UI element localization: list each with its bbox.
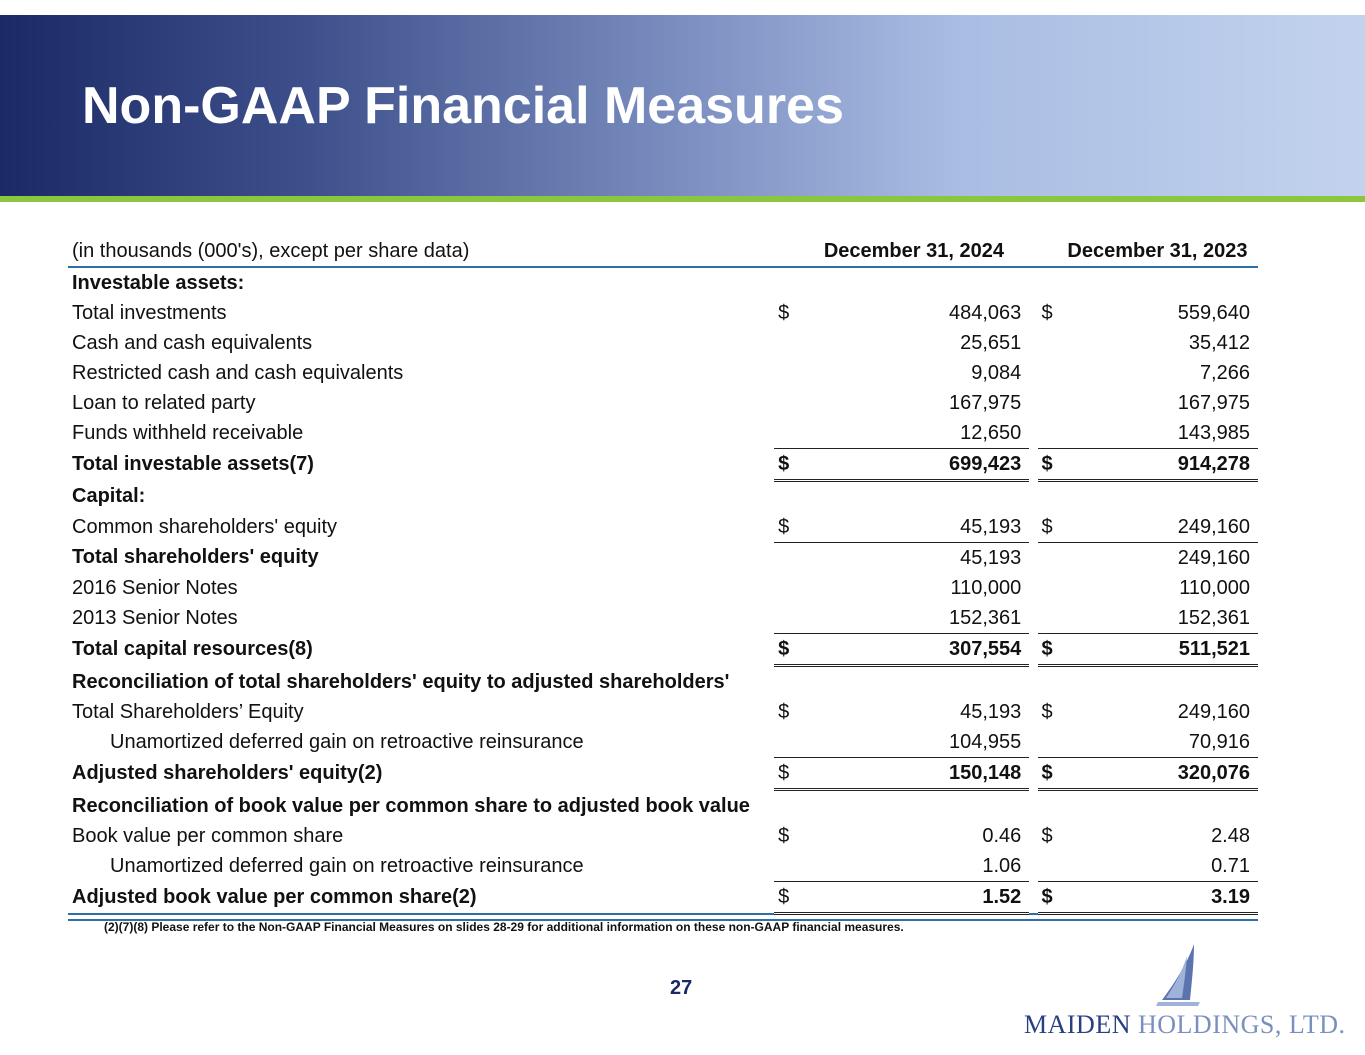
row-label: Total shareholders' equity <box>72 546 319 569</box>
slide-title: Non-GAAP Financial Measures <box>82 77 844 135</box>
table-row <box>68 481 1258 513</box>
green-divider <box>0 196 1365 202</box>
value-2023: 0.71 <box>1065 851 1258 882</box>
logo-name-main: MAIDEN <box>1024 1010 1131 1039</box>
value-2024: 25,651 <box>960 331 1022 354</box>
table-row <box>68 328 1258 358</box>
value-2024: 45,193 <box>960 700 1022 723</box>
company-logo-text <box>1024 1010 1346 1040</box>
value-2024: 45,193 <box>960 546 1022 569</box>
table-row <box>68 727 1258 758</box>
financial-table-container <box>68 236 1258 921</box>
table-row <box>68 267 1258 298</box>
value-2024: 484,063 <box>948 301 1022 324</box>
row-label: Investable assets: <box>72 271 245 294</box>
row-label: Capital: <box>72 484 146 507</box>
value-2023: 143,985 <box>1177 421 1250 444</box>
value-2023: 249,160 <box>1177 700 1250 723</box>
row-label: 2013 Senior Notes <box>72 606 238 629</box>
dollar-sign: $ <box>1041 700 1053 723</box>
value-2023: 320,076 <box>1065 758 1258 790</box>
dollar-sign: $ <box>778 824 790 847</box>
row-label: Reconciliation of book value per common share to adjusted book value <box>72 794 750 817</box>
dollar-sign: $ <box>1041 824 1053 847</box>
value-2024: 152,361 <box>807 603 1030 634</box>
row-label: Book value per common share <box>72 824 344 847</box>
header-col-2023: December 31, 2023 <box>1065 236 1258 267</box>
dollar-sign: $ <box>1038 634 1065 666</box>
value-2024: 12,650 <box>960 421 1022 444</box>
table-row-total <box>68 758 1258 790</box>
value-2023: 152,361 <box>1065 603 1258 634</box>
value-2024: 1.52 <box>807 882 1030 914</box>
table-row <box>68 358 1258 388</box>
value-2023: 914,278 <box>1065 449 1258 481</box>
row-label: Loan to related party <box>72 391 256 414</box>
table-row <box>68 851 1258 882</box>
table-row <box>68 697 1258 727</box>
dollar-sign: $ <box>774 882 806 914</box>
value-2024: 110,000 <box>950 576 1022 599</box>
row-label: Adjusted shareholders' equity(2) <box>72 762 383 784</box>
dollar-sign: $ <box>774 512 806 543</box>
row-label: Reconciliation of total shareholders' equity to adjusted shareholders' <box>72 670 730 693</box>
dollar-sign: $ <box>778 301 790 324</box>
value-2024: 1.06 <box>807 851 1030 882</box>
table-row <box>68 418 1258 449</box>
row-label: Common shareholders' equity <box>72 515 338 538</box>
row-label: Total Shareholders’ Equity <box>72 700 304 723</box>
value-2024: 0.46 <box>982 824 1022 847</box>
value-2024: 167,975 <box>948 391 1022 414</box>
dollar-sign: $ <box>774 758 806 790</box>
footnote: (2)(7)(8) Please refer to the Non-GAAP Financial Measures on slides 28-29 for additional information on these non-GAAP financial measures. <box>104 920 904 934</box>
row-label: 2016 Senior Notes <box>72 576 238 599</box>
value-2023: 249,160 <box>1177 546 1250 569</box>
value-2024: 45,193 <box>807 512 1030 543</box>
table-row <box>68 821 1258 851</box>
value-2024: 150,148 <box>807 758 1030 790</box>
dollar-sign: $ <box>1038 449 1065 481</box>
row-label: Adjusted book value per common share(2) <box>68 882 774 914</box>
value-2023: 7,266 <box>1199 361 1250 384</box>
row-label: Cash and cash equivalents <box>72 331 313 354</box>
row-label: Total capital resources(8) <box>72 638 313 660</box>
financial-table <box>68 236 1258 915</box>
page-number: 27 <box>670 977 693 999</box>
table-row <box>68 298 1258 328</box>
row-label: Restricted cash and cash equivalents <box>72 361 404 384</box>
logo-name-rest: HOLDINGS, LTD. <box>1138 1010 1346 1039</box>
table-header-row <box>68 236 1258 267</box>
row-label: Funds withheld receivable <box>72 421 304 444</box>
value-2023: 559,640 <box>1177 301 1250 324</box>
table-row <box>68 666 1258 698</box>
value-2023: 167,975 <box>1177 391 1250 414</box>
dollar-sign: $ <box>1038 758 1065 790</box>
row-label: Total investments <box>72 301 227 324</box>
value-2023: 511,521 <box>1065 634 1258 666</box>
table-row-total <box>68 449 1258 481</box>
value-2024: 699,423 <box>807 449 1030 481</box>
header-label: (in thousands (000's), except per share data) <box>68 236 774 267</box>
row-label: Total investable assets(7) <box>72 453 314 475</box>
dollar-sign: $ <box>1041 301 1053 324</box>
value-2024: 307,554 <box>807 634 1030 666</box>
table-row <box>68 603 1258 634</box>
table-row <box>68 790 1258 822</box>
dollar-sign: $ <box>774 449 806 481</box>
value-2023: 35,412 <box>1188 331 1250 354</box>
dollar-sign: $ <box>774 634 806 666</box>
table-row <box>68 543 1258 574</box>
value-2023: 2.48 <box>1211 824 1250 847</box>
dollar-sign: $ <box>778 700 790 723</box>
row-label: Unamortized deferred gain on retroactive reinsurance <box>110 854 584 877</box>
value-2023: 3.19 <box>1065 882 1258 914</box>
table-row <box>68 512 1258 543</box>
row-label: Unamortized deferred gain on retroactive reinsurance <box>110 730 584 753</box>
value-2024: 104,955 <box>807 727 1030 758</box>
value-2023: 70,916 <box>1065 727 1258 758</box>
table-row-total <box>68 882 1258 914</box>
value-2023: 110,000 <box>1179 576 1250 599</box>
value-2023: 249,160 <box>1065 512 1258 543</box>
table-row-total <box>68 634 1258 666</box>
value-2024: 9,084 <box>971 361 1022 384</box>
table-row <box>68 388 1258 418</box>
table-row <box>68 573 1258 603</box>
header-col-2024: December 31, 2024 <box>807 236 1030 267</box>
dollar-sign: $ <box>1038 882 1065 914</box>
dollar-sign: $ <box>1038 512 1065 543</box>
